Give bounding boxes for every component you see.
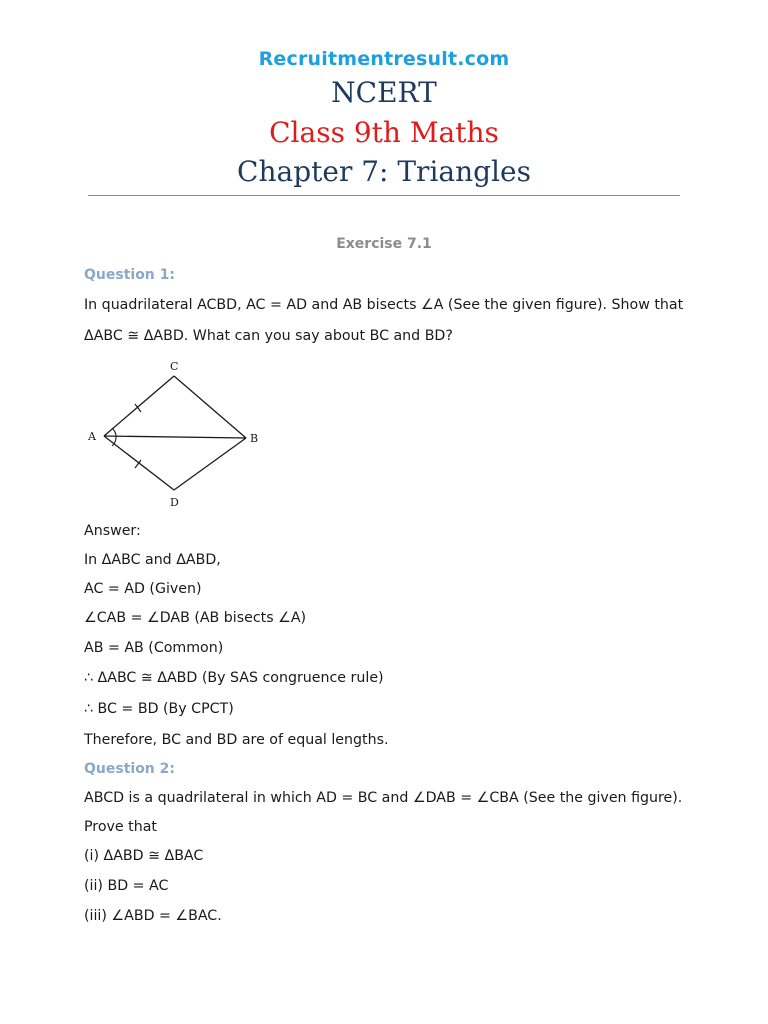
header-divider: [88, 195, 680, 196]
answer-conclusion: Therefore, BC and BD are of equal lengths.: [84, 732, 389, 748]
answer-label: Answer:: [84, 523, 141, 539]
question-1-text-line-1: In quadrilateral ACBD, AC = AD and AB bisects ∠A (See the given figure). Show that: [84, 297, 684, 313]
answer-line-5: ∴ ΔABC ≅ ΔABD (By SAS congruence rule): [84, 670, 384, 686]
question-2-part-i: (i) ΔABD ≅ ΔBAC: [84, 848, 204, 864]
vertex-label-d: D: [170, 496, 179, 509]
answer-line-1: In ΔABC and ΔABD,: [84, 552, 221, 568]
question-2-part-iii: (iii) ∠ABD = ∠BAC.: [84, 908, 222, 924]
segment-ac: [104, 376, 174, 436]
site-name: Recruitmentresult.com: [258, 48, 510, 70]
question-1-heading: Question 1:: [84, 267, 175, 283]
question-2-heading: Question 2:: [84, 761, 175, 777]
answer-line-4: AB = AB (Common): [84, 640, 224, 656]
question-2-part-ii: (ii) BD = AC: [84, 878, 169, 894]
title-class: Class 9th Maths: [269, 116, 499, 149]
title-chapter: Chapter 7: Triangles: [237, 155, 531, 188]
answer-line-6: ∴ BC = BD (By CPCT): [84, 701, 234, 717]
title-ncert: NCERT: [331, 76, 437, 109]
segment-bd: [174, 438, 246, 490]
answer-line-3: ∠CAB = ∠DAB (AB bisects ∠A): [84, 610, 307, 626]
vertex-label-a: A: [88, 430, 96, 443]
question-2-text-line-2: Prove that: [84, 819, 157, 835]
answer-line-2: AC = AD (Given): [84, 581, 202, 597]
segment-ab: [104, 436, 246, 438]
question-2-text-line-1: ABCD is a quadrilateral in which AD = BC and ∠DAB = ∠CBA (See the given figure).: [84, 790, 683, 806]
segment-cb: [174, 376, 246, 438]
exercise-heading: Exercise 7.1: [336, 236, 432, 252]
vertex-label-b: B: [250, 432, 259, 445]
quadrilateral-acbd-figure: [78, 356, 274, 514]
question-1-text-line-2: ΔABC ≅ ΔABD. What can you say about BC and BD?: [84, 328, 453, 344]
vertex-label-c: C: [170, 360, 179, 373]
